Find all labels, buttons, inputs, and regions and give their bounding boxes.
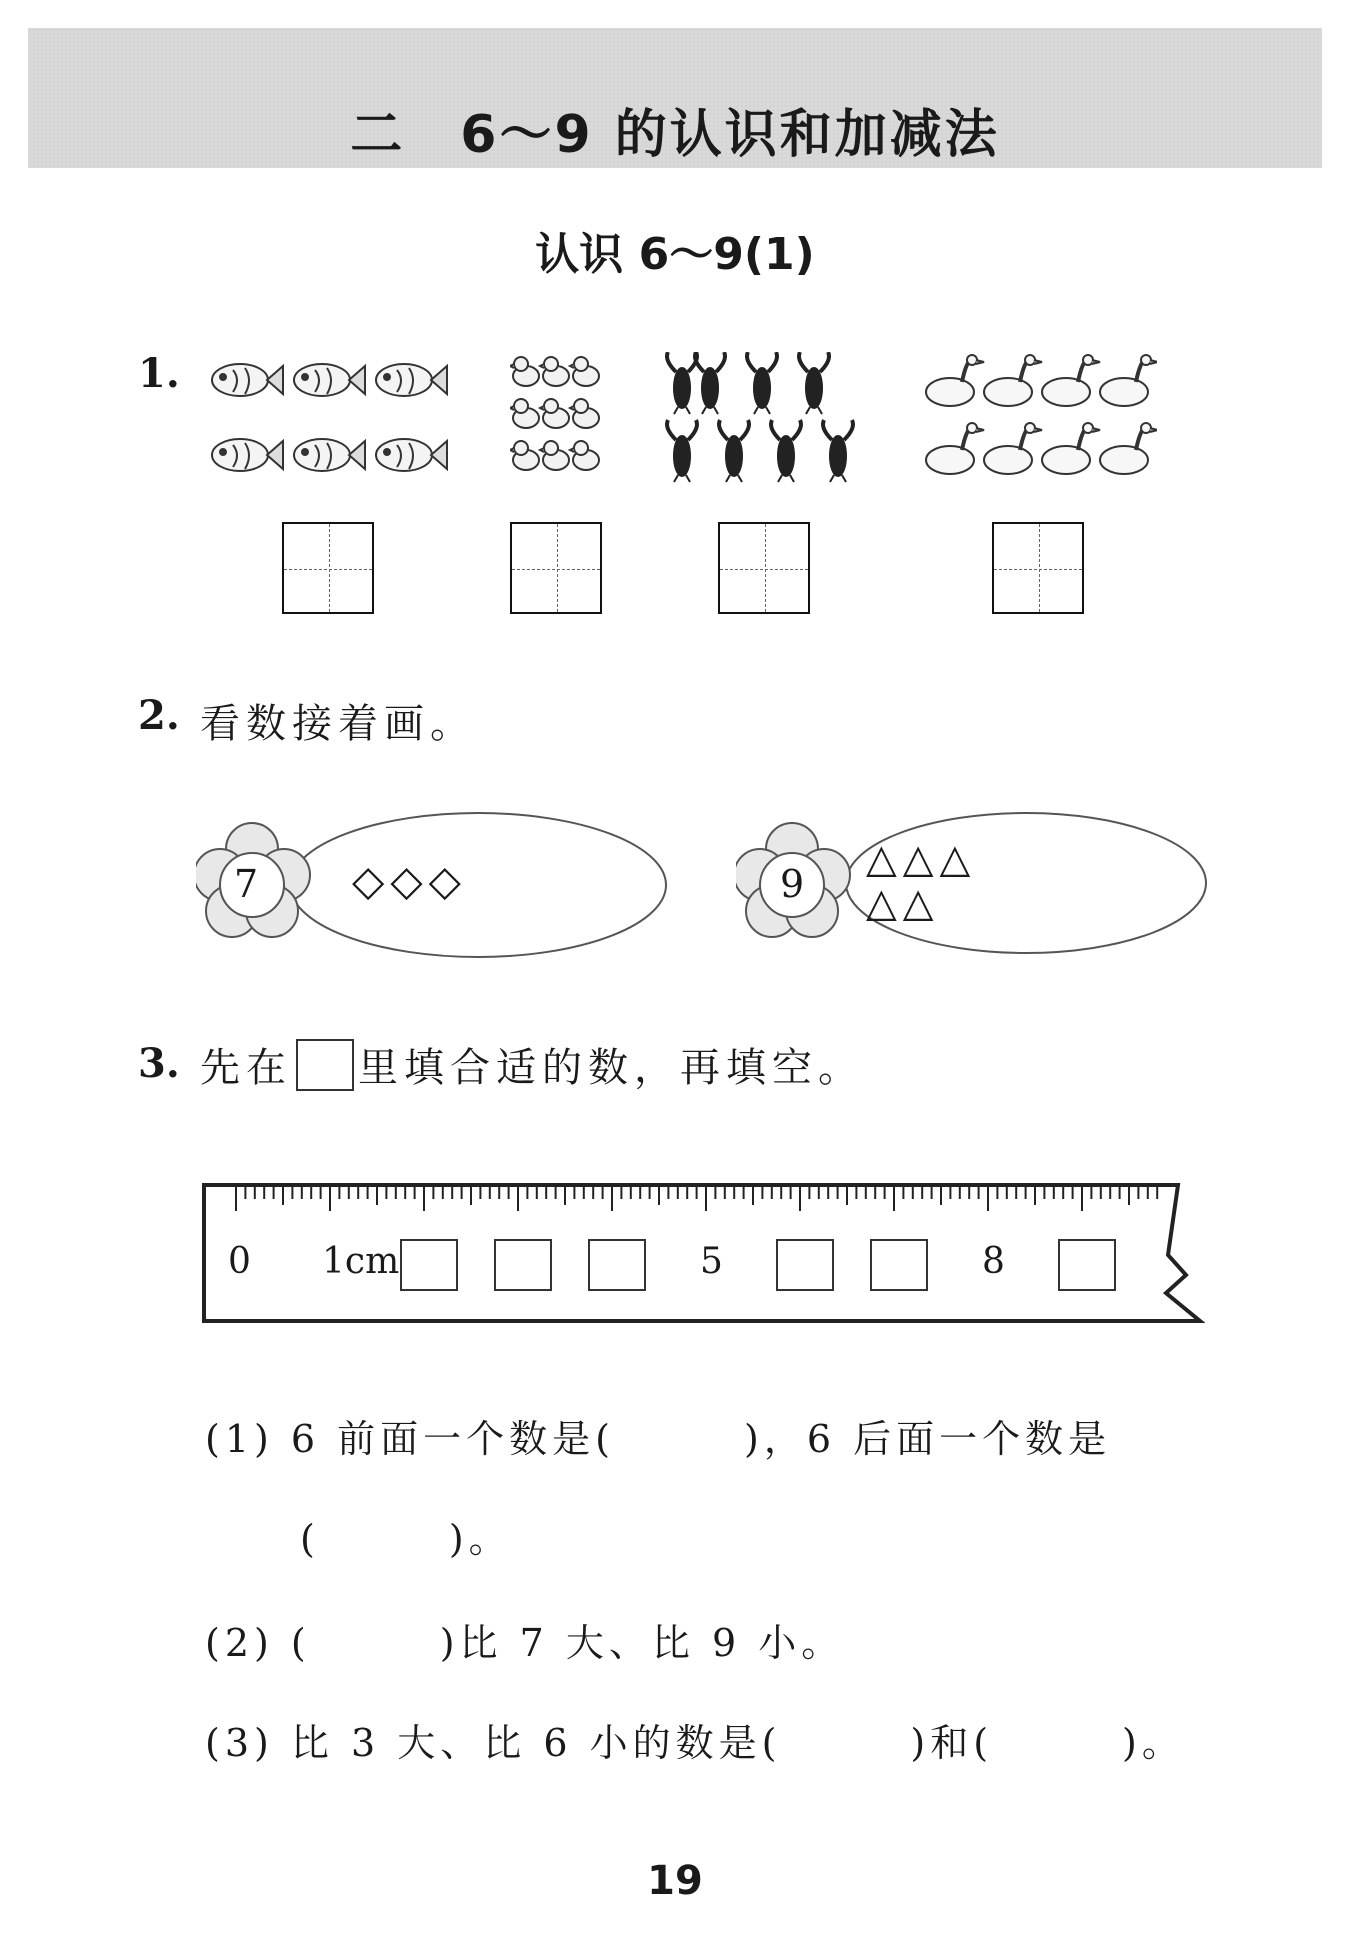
sub-question-1-line-2: ( )。 [300, 1517, 512, 1561]
ruler-box-4[interactable] [588, 1239, 646, 1291]
ruler-box-9[interactable] [1058, 1239, 1116, 1291]
diamond-icon: ◇ [352, 856, 391, 905]
answer-box-goose[interactable] [992, 522, 1084, 614]
question-3-text-after: 里填合适的数，再填空。 [358, 1045, 864, 1091]
ruler-box-6[interactable] [776, 1239, 834, 1291]
diamond-icon: ◇ [390, 856, 429, 905]
lesson-title: 认识 6～9(1) [535, 229, 815, 280]
question-2-text: 看数接着画。 [200, 701, 476, 747]
triangle-icon-row-2 [866, 880, 940, 926]
ruler-label-0: 0 [228, 1241, 251, 1282]
triangle-icon: △ [866, 836, 903, 882]
diamond-icon-row [352, 856, 467, 905]
page-number: 19 [647, 1858, 703, 1904]
example-box [296, 1039, 354, 1091]
chapter-title: 二 6～9 的认识和加减法 [350, 105, 1000, 165]
diamond-icon: ◇ [428, 856, 467, 905]
flower-number-9: 9 [780, 862, 805, 906]
ruler [200, 1175, 1205, 1329]
drawing-oval-9[interactable] [736, 805, 1216, 965]
sub-question-1-line-1: (1) 6 前面一个数是( )，6 后面一个数是 [205, 1417, 1112, 1461]
ruler-box-3[interactable] [494, 1239, 552, 1291]
triangle-icon-row-1 [866, 836, 976, 882]
goose-icon [922, 352, 1157, 487]
flower-number-7: 7 [234, 862, 259, 906]
ruler-box-2[interactable] [400, 1239, 458, 1291]
answer-box-chick[interactable] [510, 522, 602, 614]
ruler-box-7[interactable] [870, 1239, 928, 1291]
question-3-text [200, 1036, 864, 1093]
triangle-icon: △ [866, 880, 903, 926]
sub-question-3: (3) 比 3 大、比 6 小的数是( )和( )。 [205, 1721, 1185, 1765]
question-2-number: 2. [138, 692, 180, 739]
question-3-text-before: 先在 [200, 1045, 292, 1091]
ruler-label-8: 8 [982, 1241, 1005, 1282]
ruler-label-5: 5 [700, 1241, 723, 1282]
sub-question-2: (2) ( )比 7 大、比 9 小。 [205, 1621, 845, 1665]
fish-icon [205, 352, 455, 487]
answer-box-fish[interactable] [282, 522, 374, 614]
chick-icon [510, 352, 610, 482]
triangle-icon: △ [902, 880, 940, 926]
question-1-number: 1. [138, 350, 180, 397]
question-3-number: 3. [138, 1040, 180, 1087]
triangle-icon: △ [902, 836, 940, 882]
ruler-label-1cm: 1cm [322, 1241, 400, 1282]
crayfish-icon [660, 352, 870, 487]
answer-box-crayfish[interactable] [718, 522, 810, 614]
triangle-icon: △ [939, 836, 977, 882]
